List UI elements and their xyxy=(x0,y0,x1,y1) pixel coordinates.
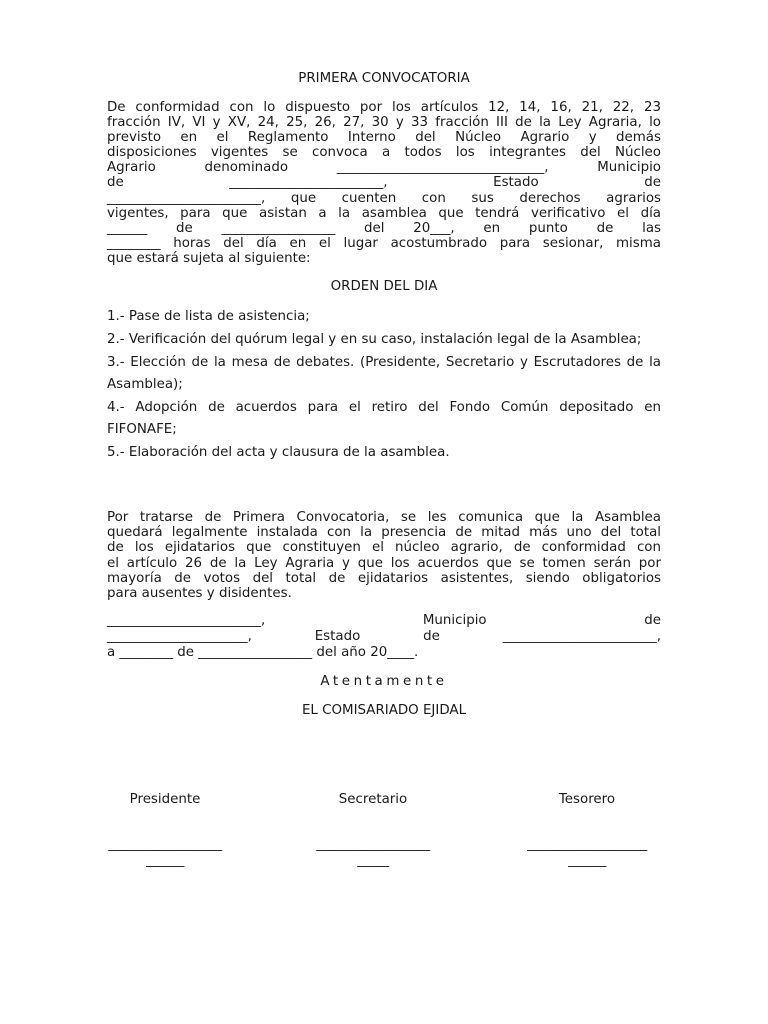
signature-block-presidente xyxy=(60,792,270,869)
intro-line: vigentes, para que asistan a la asamblea que tendrá verificativo el día xyxy=(107,205,661,221)
signature-line: __________________ xyxy=(108,837,222,852)
closing-line: el artículo 26 de la Ley Agraria y que los acuerdos que se tomen serán por xyxy=(107,555,661,571)
signature-block-tesorero xyxy=(482,792,692,869)
closing-line: de los ejidatarios que constituyen el núcleo agrario, de conformidad con xyxy=(107,540,661,556)
orden-del-dia-heading: ORDEN DEL DIA xyxy=(330,279,438,294)
intro-line: De conformidad con lo dispuesto por los artículos 12, 14, 16, 21, 22, 23 xyxy=(107,100,661,115)
intro-line: previsto en el Reglamento Interno del Núcleo Agrario y demás xyxy=(107,130,661,146)
signature-role: Presidente xyxy=(129,792,201,807)
signature-role: Secretario xyxy=(338,792,408,807)
intro-line: disposiciones vigentes se convoca a todos los integrantes del Núcleo xyxy=(107,145,661,161)
document-title: PRIMERA CONVOCATORIA xyxy=(298,71,470,86)
intro-line: Agrario denominado _______________________________, Municipio xyxy=(107,160,661,176)
intro-line: que estará sujeta al siguiente: xyxy=(107,250,311,266)
intro-line: _______________________, que cuenten con sus derechos agrarios xyxy=(107,190,661,206)
orden-del-dia-list xyxy=(107,306,661,464)
intro-line: de _______________________, Estado de xyxy=(107,175,661,191)
place-line: _____________________, Estado de _______________________, xyxy=(107,629,661,644)
date-line: a ________ de _________________ del año 20____. xyxy=(107,645,419,660)
place-date-block xyxy=(107,613,661,661)
intro-line: fracción IV, VI y XV, 24, 25, 26, 27, 30 y 33 fracción III de la Ley Agraria, lo xyxy=(107,115,661,131)
intro-paragraph xyxy=(107,100,661,266)
closing-line: mayoría de votos del total de ejidatarios asistentes, siendo obligatorios xyxy=(107,570,661,586)
signature-line: ___________________ xyxy=(527,837,647,852)
agenda-item: 5.- Elaboración del acta y clausura de la asamblea. xyxy=(107,445,450,460)
comisariado-heading: EL COMISARIADO EJIDAL xyxy=(301,703,467,718)
closing-paragraph xyxy=(107,510,661,601)
agenda-item: 2.- Verificación del quórum legal y en su caso, instalación legal de la Asamblea; xyxy=(107,332,642,347)
intro-line: ______ de _________________ del 20___, en punto de las xyxy=(107,220,661,236)
place-line: _______________________, Municipio de xyxy=(107,613,661,628)
agenda-item: 1.- Pase de lista de asistencia; xyxy=(107,309,310,324)
closing-line: para ausentes y disidentes. xyxy=(107,586,292,602)
signature-role: Tesorero xyxy=(558,792,616,807)
closing-line: quedará legalmente instalada con la presencia de mitad más uno del total xyxy=(107,525,661,541)
closing-line: Por tratarse de Primera Convocatoria, se les comunica que la Asamblea xyxy=(107,510,661,525)
signature-line: _____ xyxy=(357,853,389,868)
agenda-item: 4.- Adopción de acuerdos para el retiro del Fondo Común depositado en FIFONAFE; xyxy=(107,400,661,437)
signature-line: __________________ xyxy=(316,837,430,852)
agenda-item: 3.- Elección de la mesa de debates. (Presidente, Secretario y Escrutadores de la Asamblea); xyxy=(107,355,661,392)
signature-block-secretario xyxy=(268,792,478,869)
signature-line: ______ xyxy=(568,853,606,868)
signature-line: ______ xyxy=(146,853,184,868)
atentamente-label: Atentamente xyxy=(320,674,448,689)
intro-line: ________ horas del día en el lugar acostumbrado para sesionar, misma xyxy=(107,235,661,251)
